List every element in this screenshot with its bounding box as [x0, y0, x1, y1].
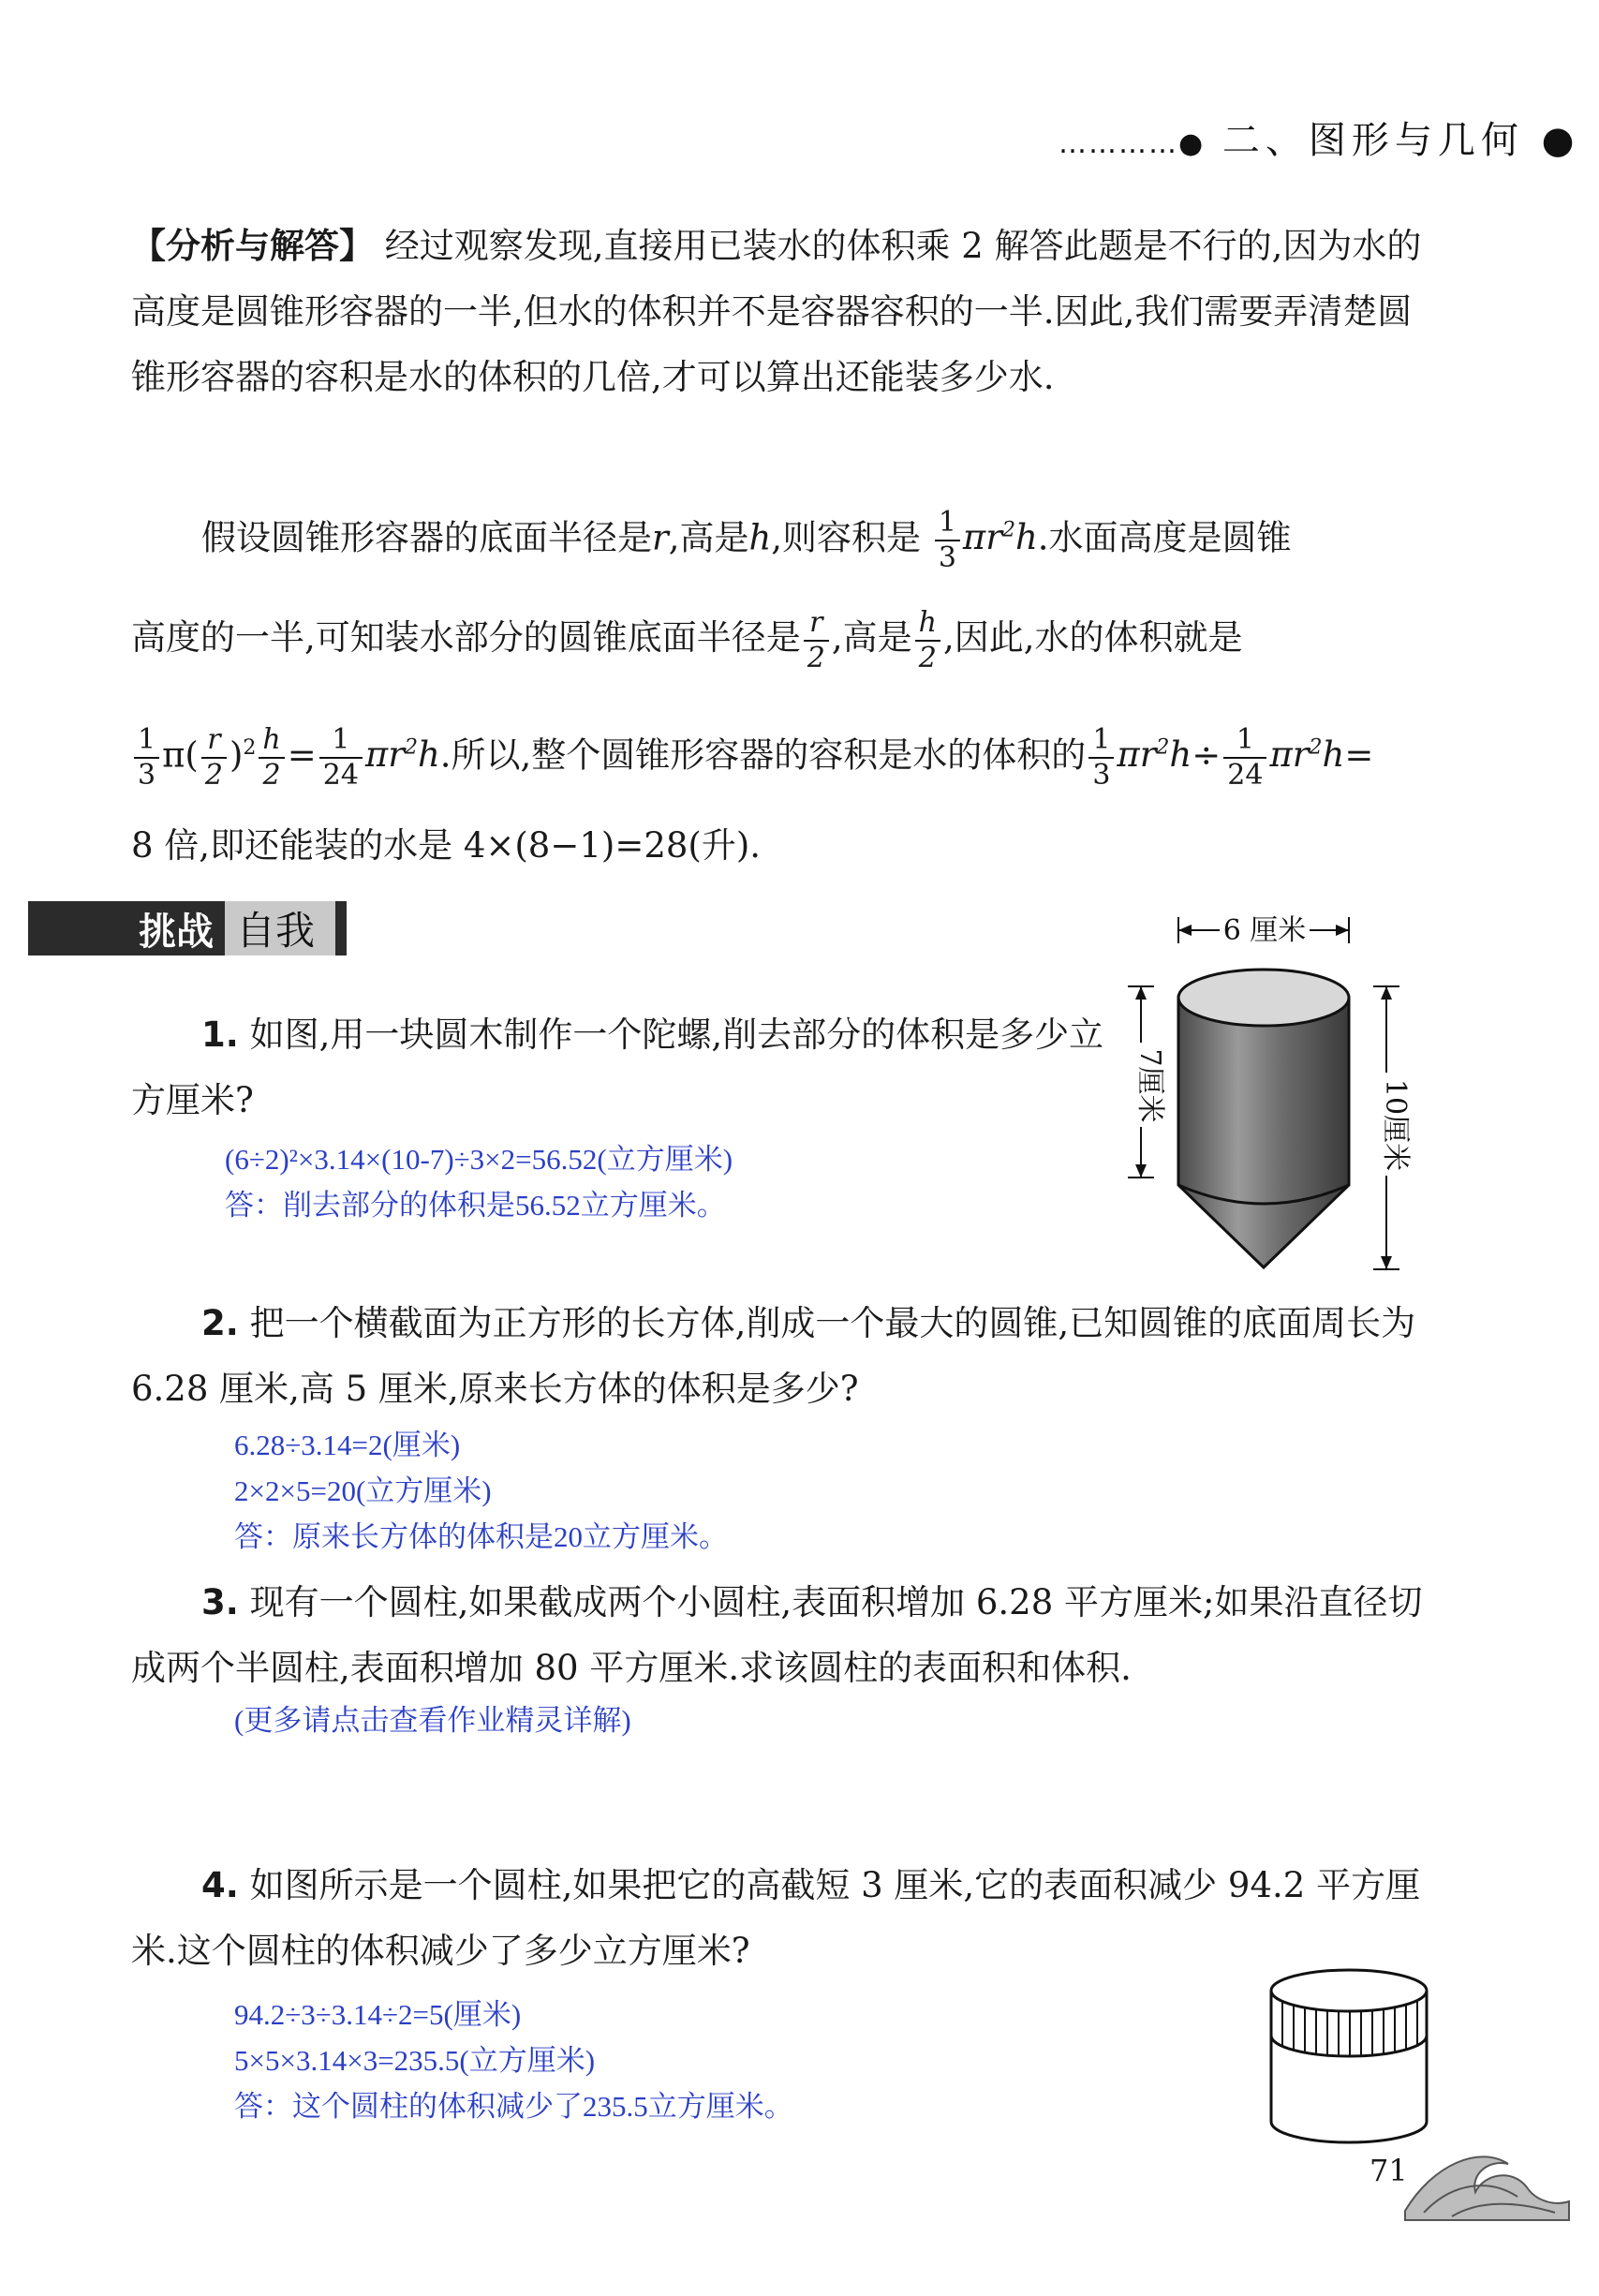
q1-answer-line-1: (6÷2)²×3.14×(10-7)÷3×2=56.52(立方厘米): [225, 1143, 733, 1176]
frac-r-over-2-b: $\frac{r}{2}$: [201, 723, 227, 792]
analysis-text: 经过观察发现,直接用已装水的体积乘 2 解答此题是不行的,因为水的高度是圆锥形容器的一半,但水的体积并不是容器容积的一半.因此,我们需要弄清楚圆锥形容器的容积是水的体积的几倍,才可以算出还能装多少水.: [131, 226, 1422, 397]
cylinder-figure: [1260, 1963, 1438, 2150]
section-label-light: 自我: [236, 908, 316, 954]
fig1-left-label: 7厘米: [1133, 1048, 1166, 1123]
q4-text: 如图所示是一个圆柱,如果把它的高截短 3 厘米,它的表面积减少 94.2 平方厘米.这个圆柱的体积减少了多少立方厘米?: [131, 1865, 1421, 1971]
question-3: [131, 1570, 1433, 1701]
q4-answer-line-3: 答：这个圆柱的体积减少了235.5立方厘米。: [234, 2090, 793, 2123]
q2-text: 把一个横截面为正方形的长方体,削成一个最大的圆锥,已知圆锥的底面周长为 6.28 厘米,高 5 厘米,原来长方体的体积是多少?: [131, 1303, 1416, 1409]
q4-answer: [234, 1992, 793, 2129]
p2-text-d: .水面高度是圆锥: [1037, 517, 1292, 558]
q2-answer-line-2: 2×2×5=20(立方厘米): [234, 1474, 492, 1507]
formula-cone: $\pi r^2h$: [962, 517, 1038, 558]
p3-text-c: ,因此,水的体积就是: [942, 617, 1243, 658]
p2-text-b: ,高是: [668, 517, 749, 558]
spinning-top-figure: [1115, 904, 1433, 1279]
frac-one-third-c: $\frac{1}{3}$: [1088, 723, 1114, 792]
q2-answer-line-3: 答：原来长方体的体积是20立方厘米。: [234, 1520, 728, 1553]
var-r: r: [652, 517, 669, 558]
q3-more-link[interactable]: (更多请点击查看作业精灵详解): [234, 1704, 631, 1737]
analysis-line-3: [131, 601, 1433, 675]
header-dots: …………●: [1059, 127, 1206, 160]
p2-text-a: 假设圆锥形容器的底面半径是: [201, 517, 652, 558]
frac-one-third-b: $\frac{1}{3}$: [134, 723, 159, 792]
section-bar-cap: [335, 901, 347, 955]
running-header: [1059, 111, 1580, 164]
q4-answer-line-1: 94.2÷3÷3.14÷2=5(厘米): [234, 1998, 522, 2031]
fig1-top-label: 6 厘米: [1222, 914, 1307, 947]
frac-h-over-2-b: $\frac{h}{2}$: [259, 723, 284, 792]
frac-one-third: $\frac{1}{3}$: [935, 506, 960, 575]
section-challenge-bar: [28, 901, 347, 955]
q3-number: 3.: [201, 1582, 239, 1622]
q1-answer: [225, 1136, 733, 1228]
frac-h-over-2: $\frac{h}{2}$: [915, 606, 940, 675]
q1-text: 如图,用一块圆木制作一个陀螺,削去部分的体积是多少立方厘米?: [131, 1015, 1104, 1120]
analysis-line-4: $\frac{1}{3}$ π( $\frac{r}{2}$ )$^2$ $\frac{h}{2}$ = $\frac{1}{24}$ $\pi r^2h$.所以,整个圆锥形容器的容积是水的体积的 $\frac{1}{3}$ $\pi r^2h\div$ $\frac{1}{24}$ $\pi r^2h=$: [131, 712, 1433, 792]
q1-answer-line-2: 答：削去部分的体积是56.52立方厘米。: [225, 1189, 726, 1222]
var-h: h: [748, 517, 772, 558]
q2-answer-line-1: 6.28÷3.14=2(厘米): [234, 1429, 461, 1461]
q4-answer-line-2: 5×5×3.14×3=235.5(立方厘米): [234, 2044, 596, 2077]
q1-number: 1.: [201, 1015, 239, 1055]
question-2: [131, 1291, 1433, 1422]
page-number: 71: [1370, 2153, 1408, 2188]
q2-answer: [234, 1422, 728, 1560]
frac-r-over-2: $\frac{r}{2}$: [804, 606, 829, 675]
p2-text-c: ,则容积是: [771, 517, 922, 558]
q3-answer: [234, 1697, 631, 1743]
header-title: 二、图形与几何: [1221, 119, 1524, 162]
q3-text: 现有一个圆柱,如果截成两个小圆柱,表面积增加 6.28 平方厘米;如果沿直径切成两个半圆柱,表面积增加 80 平方厘米.求该圆柱的表面积和体积.: [131, 1582, 1423, 1688]
analysis-line-2: [201, 495, 1503, 575]
question-1: [131, 1002, 1124, 1133]
wave-ornament-icon: [1396, 2126, 1574, 2229]
analysis-label: 【分析与解答】: [131, 226, 374, 266]
frac-one-24th: $\frac{1}{24}$: [319, 723, 363, 792]
q2-number: 2.: [201, 1303, 239, 1343]
header-dot: ●: [1541, 119, 1580, 162]
analysis-line-5: 8 倍,即还能装的水是 4×(8−1)=28(升).: [131, 825, 762, 866]
p4-text-b: .所以,整个圆锥形容器的容积是水的体积的: [439, 734, 1087, 776]
q4-number: 4.: [201, 1865, 239, 1905]
p3-text-b: ,高是: [831, 617, 912, 658]
question-4: [131, 1853, 1433, 1984]
section-label-dark: 挑战: [28, 901, 225, 955]
analysis-paragraph: [131, 214, 1433, 410]
frac-one-24th-b: $\frac{1}{24}$: [1223, 723, 1266, 792]
fig1-right-label: 10厘米: [1379, 1078, 1412, 1172]
p3-text-a: 高度的一半,可知装水部分的圆锥底面半径是: [131, 617, 801, 658]
